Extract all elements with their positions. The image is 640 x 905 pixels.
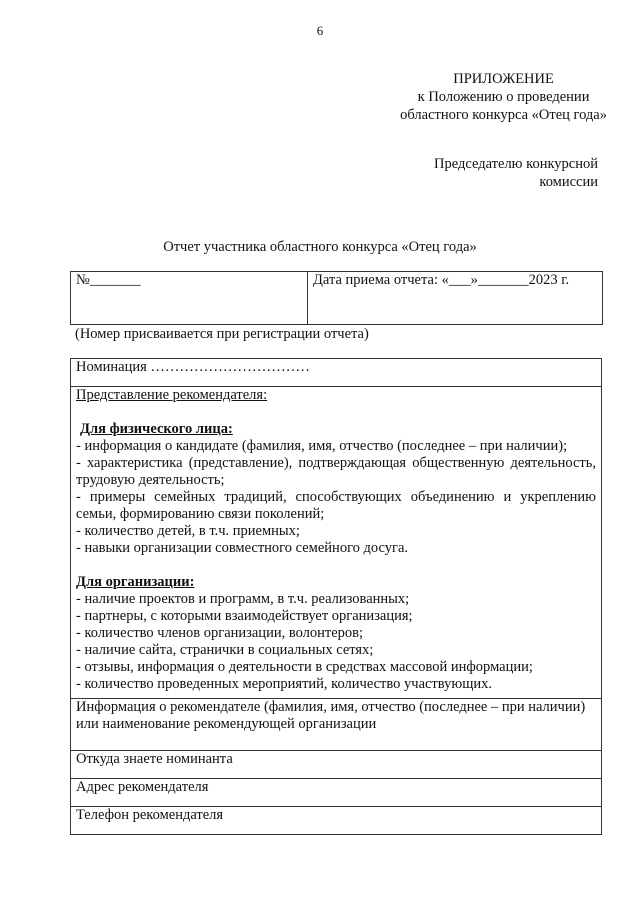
individual-heading: Для физического лица: — [80, 421, 233, 437]
list-item: - количество детей, в т.ч. приемных; — [76, 523, 300, 539]
recommender-heading: Представление рекомендателя: — [76, 387, 268, 403]
addressee-line: Председателю конкурсной — [434, 156, 598, 172]
nominee-source-cell: Откуда знаете номинанта — [71, 751, 602, 779]
recommender-phone-cell: Телефон рекомендателя — [71, 807, 602, 835]
registration-table — [70, 271, 603, 325]
list-item: - отзывы, информация о деятельности в средствах массовой информации; — [76, 659, 533, 675]
list-item: - количество членов организации, волонтеров; — [76, 625, 364, 641]
recommender-info-cell: Информация о рекомендателе (фамилия, имя, отчество (последнее – при наличии) или наименование рекомендующей организации — [71, 699, 602, 751]
receipt-date-cell: Дата приема отчета: «___»_______2023 г. — [308, 272, 603, 325]
list-item: - навыки организации совместного семейного досуга. — [76, 540, 409, 556]
nomination-cell: Номинация …………………………… — [71, 359, 602, 387]
organization-heading: Для организации: — [76, 574, 195, 590]
recommender-address-cell: Адрес рекомендателя — [71, 779, 602, 807]
addressee-line: комиссии — [539, 174, 598, 190]
registration-note: (Номер присваивается при регистрации отчета) — [75, 326, 369, 342]
report-title: Отчет участника областного конкурса «Отец года» — [163, 239, 477, 255]
recommender-presentation-cell — [71, 387, 602, 699]
appendix-title: ПРИЛОЖЕНИЕ — [453, 71, 554, 87]
page-number: 6 — [316, 23, 324, 38]
addressee — [434, 155, 598, 191]
report-form-table — [70, 358, 602, 835]
appendix-line: областного конкурса «Отец года» — [400, 107, 607, 123]
list-item: - партнеры, с которыми взаимодействует организация; — [76, 608, 413, 624]
list-item: - количество проведенных мероприятий, количество участвующих. — [76, 676, 493, 692]
list-item: - наличие сайта, странички в социальных сетях; — [76, 642, 374, 658]
appendix-line: к Положению о проведении — [417, 89, 590, 105]
list-item: - характеристика (представление), подтверждающая общественную деятельность, трудовую деятельность; — [76, 455, 596, 488]
list-item: - наличие проектов и программ, в т.ч. реализованных; — [76, 591, 410, 607]
appendix-header — [400, 70, 607, 124]
list-item: - примеры семейных традиций, способствующих объединению и укреплению семьи, формированию связи поколений; — [76, 489, 596, 522]
report-number-cell: №_______ — [71, 272, 308, 325]
list-item: - информация о кандидате (фамилия, имя, отчество (последнее – при наличии); — [76, 438, 568, 454]
